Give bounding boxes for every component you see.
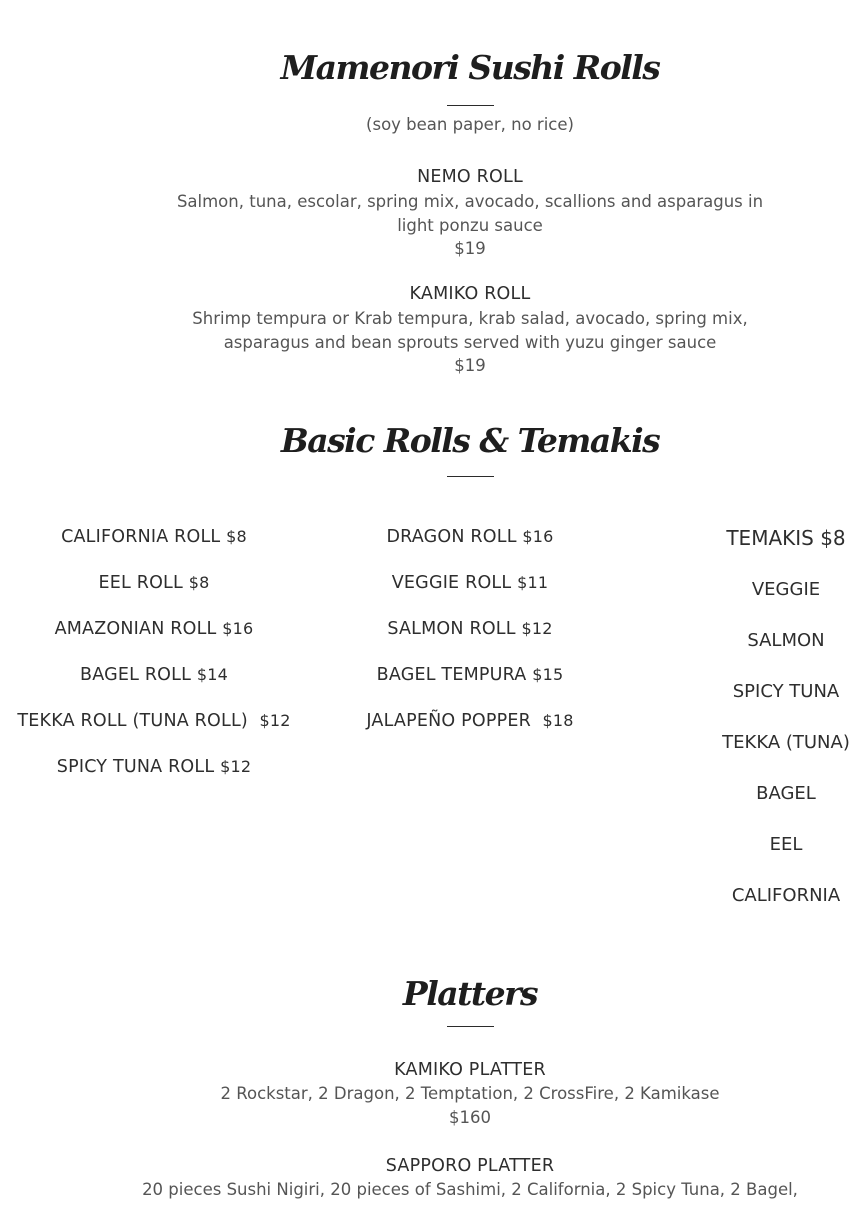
roll-name: BAGEL ROLL	[80, 665, 192, 685]
temaki-item: TEKKA (TUNA)	[722, 732, 850, 753]
section-subtitle: (soy bean paper, no rice)	[366, 115, 574, 134]
platter-description: 2 Rockstar, 2 Dragon, 2 Temptation, 2 CrossFire, 2 Kamikase	[220, 1084, 720, 1103]
menu-item-description: Salmon, tuna, escolar, spring mix, avocado, scallions and asparagus in light ponzu sauce	[176, 192, 764, 235]
platter-description: 20 pieces Sushi Nigiri, 20 pieces of Sashimi, 2 California, 2 Spicy Tuna, 2 Bagel,	[142, 1180, 798, 1199]
roll-price: $8	[226, 527, 247, 546]
roll-price: $12	[259, 711, 291, 730]
roll-item-bagel-tempura	[300, 665, 640, 685]
roll-item-amazonian	[0, 619, 308, 639]
roll-item-salmon	[300, 619, 640, 639]
roll-name: BAGEL TEMPURA	[376, 665, 527, 685]
platter-name: KAMIKO PLATTER	[394, 1060, 546, 1080]
roll-name: EEL ROLL	[98, 573, 183, 593]
roll-price: $16	[522, 527, 554, 546]
roll-name: SPICY TUNA ROLL	[56, 757, 215, 777]
temakis-heading: TEMAKIS $8	[726, 526, 846, 550]
roll-name: VEGGIE ROLL	[391, 573, 512, 593]
temaki-item: SPICY TUNA	[732, 681, 840, 702]
title-underline	[447, 476, 494, 477]
temaki-item: EEL	[769, 834, 803, 855]
menu-item-name: NEMO ROLL	[417, 167, 523, 187]
roll-price: $16	[222, 619, 254, 638]
section-title-mamenori: Mamenori Sushi Rolls	[280, 48, 660, 87]
temaki-item: VEGGIE	[751, 579, 821, 600]
roll-name: CALIFORNIA ROLL	[61, 527, 221, 547]
roll-item-eel	[0, 573, 308, 593]
roll-price: $14	[196, 665, 228, 684]
menu-item-price: $19	[454, 356, 486, 375]
menu-item-name: KAMIKO ROLL	[409, 284, 531, 304]
roll-name: DRAGON ROLL	[386, 527, 517, 547]
title-underline	[447, 105, 494, 106]
title-underline	[447, 1026, 494, 1027]
temaki-item: CALIFORNIA	[731, 885, 841, 906]
roll-price: $12	[521, 619, 553, 638]
roll-item-spicy-tuna	[0, 757, 308, 777]
temaki-item: SALMON	[747, 630, 825, 651]
roll-price: $11	[517, 573, 549, 592]
roll-item-tekka	[0, 711, 308, 731]
roll-item-california	[0, 527, 308, 547]
roll-name: JALAPEÑO POPPER	[366, 711, 531, 731]
platter-name: SAPPORO PLATTER	[385, 1156, 555, 1176]
roll-price: $18	[542, 711, 574, 730]
roll-price: $15	[532, 665, 564, 684]
roll-item-jalapeno-popper	[300, 711, 640, 731]
menu-item-price: $19	[454, 239, 486, 258]
platter-price: $160	[449, 1108, 491, 1127]
section-title-platters: Platters	[402, 974, 538, 1013]
roll-item-bagel	[0, 665, 308, 685]
temaki-item: BAGEL	[756, 783, 816, 804]
menu-item-description: Shrimp tempura or Krab tempura, krab salad, avocado, spring mix, asparagus and bean sprouts served with yuzu ginger sauce	[192, 309, 748, 352]
roll-name: TEKKA ROLL (TUNA ROLL)	[17, 711, 248, 731]
roll-name: AMAZONIAN ROLL	[54, 619, 217, 639]
roll-name: SALMON ROLL	[387, 619, 516, 639]
roll-price: $12	[220, 757, 252, 776]
section-title-basic-rolls: Basic Rolls & Temakis	[280, 421, 660, 460]
roll-item-veggie	[300, 573, 640, 593]
roll-price: $8	[188, 573, 210, 592]
roll-item-dragon	[300, 527, 640, 547]
